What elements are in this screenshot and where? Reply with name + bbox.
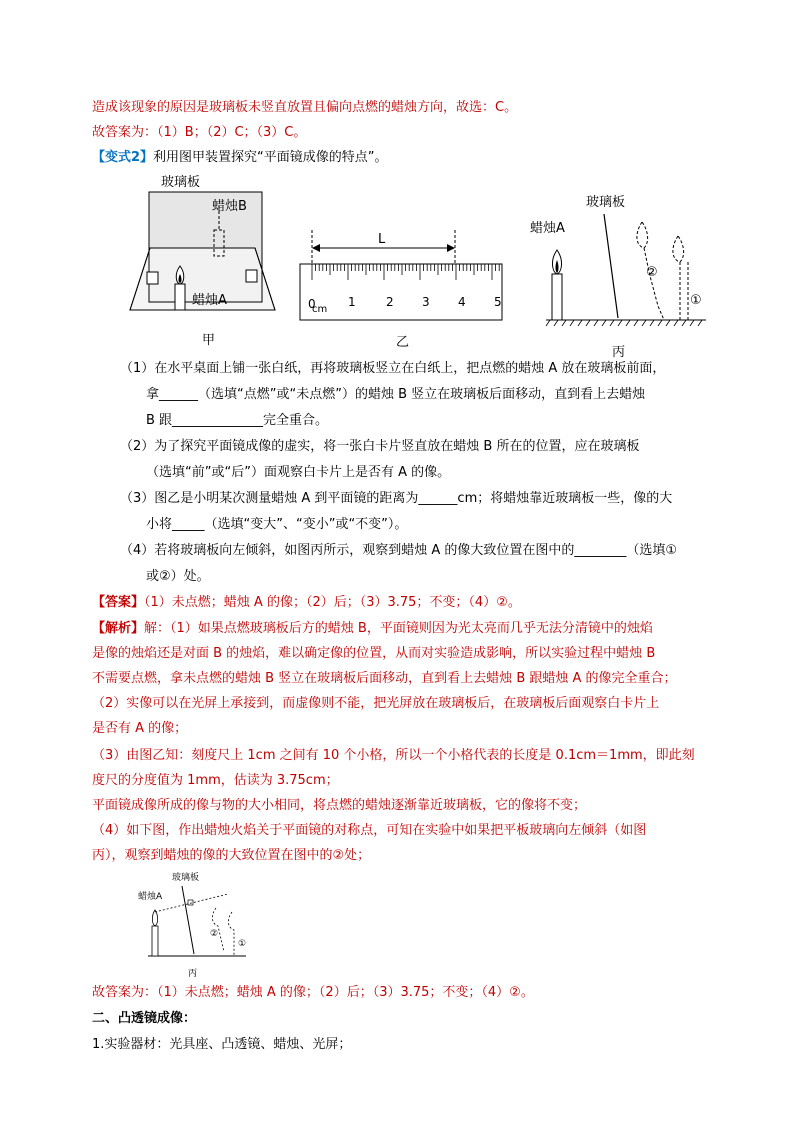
ruler-tick-label: 4 <box>458 295 466 309</box>
analysis-line-2: 是像的烛焰还是对面 B 的烛焰，难以确定像的位置，从而对实验造成影响，所以实验过程中蜡烛 B <box>92 646 656 661</box>
question-3-line1: （3）图乙是小明某次测量蜡烛 A 到平面镜的距离为______cm；将蜡烛靠近玻璃板一些，像的大 <box>120 491 673 506</box>
jia-candleA-label: 蜡烛A <box>192 293 227 308</box>
jia-candleB-label: 蜡烛B <box>212 199 247 214</box>
small-glass-label: 玻璃板 <box>172 873 200 883</box>
section-title: 二、凸透镜成像： <box>92 1011 197 1026</box>
bing-candleA-label: 蜡烛A <box>530 221 565 236</box>
analysis-line-8: 平面镜成像所成的像与物的大小相同，将点燃的蜡烛逐渐靠近玻璃板，它的像将不变； <box>92 798 587 813</box>
figure-jia <box>120 172 290 352</box>
analysis-label: 【解析】 <box>92 621 145 636</box>
ruler-tick-label: 3 <box>422 295 430 309</box>
variant-heading <box>92 149 700 167</box>
question-2-line2: （选填“前”或“后”）面观察白卡片上是否有 A 的像。 <box>146 465 451 480</box>
answer-text: （1）未点燃；蜡烛 A 的像；（2）后；（3）3.75；不变；（4）②。 <box>144 595 521 610</box>
yi-L-label: L <box>378 232 386 247</box>
final-answer: 故答案为：（1）未点燃；蜡烛 A 的像；（2）后；（3）3.75；不变；（4）②。 <box>92 985 534 1000</box>
small-marker-2: ② <box>210 929 219 939</box>
bing-marker-2: ② <box>646 265 658 280</box>
jia-caption: 甲 <box>202 333 216 348</box>
analysis-line-1 <box>92 620 700 638</box>
small-caption: 丙 <box>188 969 198 979</box>
small-candleA-label: 蜡烛A <box>138 892 163 902</box>
small-marker-1: ① <box>238 939 247 949</box>
variant-text: 利用图甲装置探究“平面镜成像的特点”。 <box>153 150 388 165</box>
answer-label: 【答案】 <box>92 595 145 610</box>
analysis-line-5: 是否有 A 的像； <box>92 721 188 736</box>
analysis-text-1: 解：（1）如果点燃玻璃板后方的蜡烛 B，平面镜则因为光太亮而几乎无法分清镜中的烛焰 <box>144 621 653 636</box>
question-1-line1: （1）在水平桌面上铺一张白纸，再将玻璃板竖立在白纸上，把点燃的蜡烛 A 放在玻璃板前面， <box>120 361 666 376</box>
question-3-line2: 小将_____（选填“变大”、“变小”或“不变”）。 <box>146 517 408 532</box>
question-4-line1: （4）若将玻璃板向左倾斜，如图丙所示，观察到蜡烛 A 的像大致位置在图中的________（选填① <box>120 543 678 558</box>
variant-tag: 【变式2】 <box>92 150 154 165</box>
analysis-line-4: （2）实像可以在光屏上承接到，而虚像则不能，把光屏放在玻璃板后，在玻璃板后面观察白卡片上 <box>92 696 660 711</box>
question-4-line2: 或②）处。 <box>146 569 210 584</box>
intro-answer: 故答案为：（1）B；（2）C；（3）C。 <box>92 125 307 140</box>
ruler-tick-label: 2 <box>386 295 394 309</box>
ruler-tick-label: 5 <box>494 295 502 309</box>
question-1-line3: B 跟______________完全重合。 <box>146 413 329 428</box>
analysis-line-10: 丙），观察到蜡烛的像的大致位置在图中的②处； <box>92 848 371 863</box>
ruler-tick-label: 0 <box>308 297 316 311</box>
question-2-line1: （2）为了探究平面镜成像的虚实，将一张白卡片竖直放在蜡烛 B 所在的位置，应在玻璃板 <box>120 439 640 454</box>
bing-caption: 丙 <box>612 345 626 360</box>
analysis-line-6: （3）由图乙知：刻度尺上 1cm 之间有 10 个小格，所以一个小格代表的长度是 0.1cm＝1mm，即此刻 <box>92 748 695 763</box>
ruler-tick-label: 1 <box>348 295 356 309</box>
figure-bing <box>530 186 720 361</box>
jia-glass-label: 玻璃板 <box>161 175 201 190</box>
bing-marker-1: ① <box>690 293 702 308</box>
section-item-1: 1.实验器材：光具座、凸透镜、蜡烛、光屏； <box>92 1037 352 1052</box>
figure-yi <box>298 222 508 352</box>
bing-glass-label: 玻璃板 <box>586 195 626 210</box>
answer-line <box>92 594 700 612</box>
intro-reason: 造成该现象的原因是玻璃板未竖直放置且偏向点燃的蜡烛方向，故选：C。 <box>92 100 518 115</box>
analysis-line-3: 不需要点燃，拿未点燃的蜡烛 B 竖立在玻璃板后面移动，直到看上去蜡烛 B 跟蜡烛 A 的像完全重合； <box>92 671 677 686</box>
question-1-line2: 拿______（选填“点燃”或“未点燃”）的蜡烛 B 竖立在玻璃板后面移动，直到看上去蜡烛 <box>146 387 646 402</box>
yi-caption: 乙 <box>396 335 410 350</box>
analysis-line-7: 度尺的分度值为 1mm，估读为 3.75cm； <box>92 773 339 788</box>
ruler-unit: cm <box>312 304 328 315</box>
analysis-line-9: （4）如下图，作出蜡烛火焰关于平面镜的对称点，可知在实验中如果把平板玻璃向左倾斜（如图 <box>92 823 647 838</box>
figure-small-bing <box>138 868 258 980</box>
